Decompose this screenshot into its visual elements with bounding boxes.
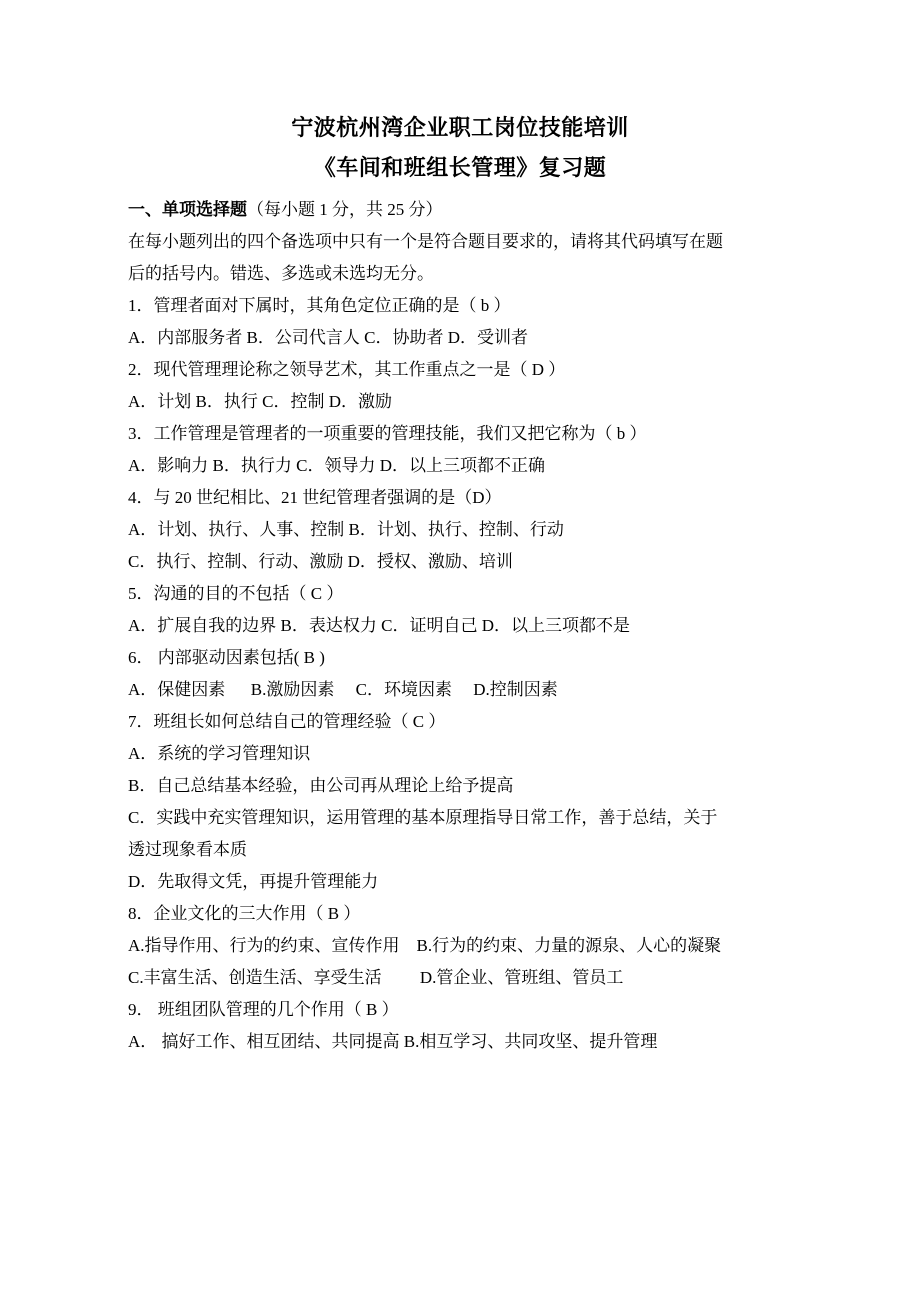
question-stem: 9． 班组团队管理的几个作用（ B ）: [128, 1000, 399, 1019]
question-option: A．影响力 B．执行力 C．领导力 D．以上三项都不正确: [128, 456, 545, 475]
question-option: A．内部服务者 B．公司代言人 C．协助者 D．受训者: [128, 328, 528, 347]
question-stem: 2．现代管理理论称之领导艺术，其工作重点之一是（ D ）: [128, 360, 566, 379]
document-title-line-2: 《车间和班组长管理》复习题: [313, 155, 607, 180]
question-option: A．保健因素 B.激励因素 C．环境因素 D.控制因素: [128, 680, 558, 699]
question-option: B．自己总结基本经验，由公司再从理论上给予提高: [128, 776, 514, 795]
question-stem: 5．沟通的目的不包括（ C ）: [128, 584, 344, 603]
question-option: A． 搞好工作、相互团结、共同提高 B.相互学习、共同攻坚、提升管理: [128, 1032, 658, 1051]
question-option: C．实践中充实管理知识，运用管理的基本原理指导日常工作，善于总结，关于: [128, 808, 718, 827]
question-option: C．执行、控制、行动、激励 D．授权、激励、培训: [128, 552, 513, 571]
section-label: 一、单项选择题: [128, 200, 247, 219]
question-stem: 3．工作管理是管理者的一项重要的管理技能，我们又把它称为（ b ）: [128, 424, 647, 443]
question-stem: 1．管理者面对下属时，其角色定位正确的是（ b ）: [128, 296, 511, 315]
question-option: C.丰富生活、创造生活、享受生活 D.管企业、管班组、管员工: [128, 968, 624, 987]
document-title-line-1: 宁波杭州湾企业职工岗位技能培训: [291, 115, 629, 140]
instructions-line-1: 在每小题列出的四个备选项中只有一个是符合题目要求的，请将其代码填写在题: [128, 232, 723, 251]
question-option: 透过现象看本质: [128, 840, 247, 859]
question-option: A.指导作用、行为的约束、宣传作用 B.行为的约束、力量的源泉、人心的凝聚: [128, 936, 722, 955]
question-stem: 4．与 20 世纪相比、21 世纪管理者强调的是（D）: [128, 488, 502, 507]
question-option: D．先取得文凭，再提升管理能力: [128, 872, 379, 891]
question-option: A．计划 B．执行 C．控制 D．激励: [128, 392, 392, 411]
section-heading: [128, 194, 792, 226]
instructions-line-2: 后的括号内。错选、多选或未选均无分。: [128, 264, 434, 283]
section-score: （每小题 1 分，共 25 分）: [247, 200, 443, 219]
question-stem: 7．班组长如何总结自己的管理经验（ C ）: [128, 712, 446, 731]
question-stem: 6． 内部驱动因素包括( B ): [128, 648, 325, 667]
question-option: A．扩展自我的边界 B．表达权力 C．证明自己 D．以上三项都不是: [128, 616, 630, 635]
question-option: A．系统的学习管理知识: [128, 744, 311, 763]
question-option: A．计划、执行、人事、控制 B．计划、执行、控制、行动: [128, 520, 564, 539]
question-stem: 8．企业文化的三大作用（ B ）: [128, 904, 361, 923]
